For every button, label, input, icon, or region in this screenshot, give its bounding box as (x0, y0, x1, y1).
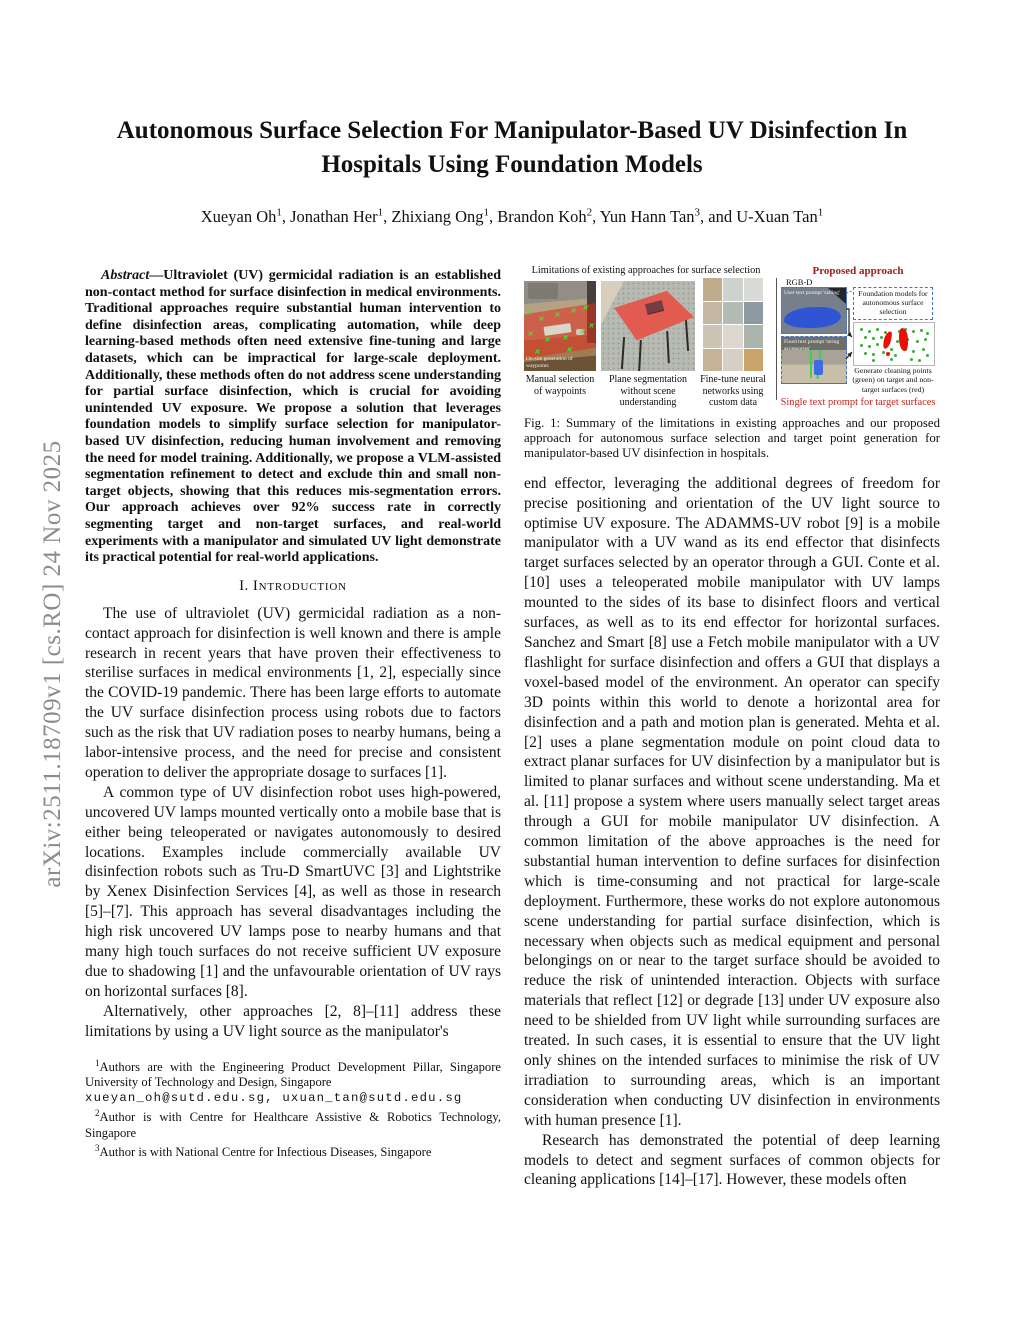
dataset-photo-tile (744, 302, 763, 325)
rgbd-label: RGB-D (786, 277, 813, 287)
output-caption: Generate cleaning points (green) on target and non-target surfaces (red) (852, 366, 934, 394)
dataset-photo-tile (703, 278, 722, 301)
single-prompt-note: Single text prompt for target surfaces (780, 397, 936, 408)
waypoint-x-icon (579, 329, 585, 336)
figure-panel-dataset-grid (703, 278, 763, 371)
footnote-marker: 3 (95, 1143, 100, 1154)
author: , Yun Hann Tan$^3$ (592, 206, 701, 226)
section-number: I. (239, 577, 249, 594)
section-title: Introduction (252, 577, 347, 594)
panel1-overlay-text: On-site generation of waypoints (526, 356, 573, 369)
figure-1 (524, 265, 940, 461)
figure-limitations-header: Limitations of existing approaches for surface selection (531, 265, 761, 276)
footnotes (85, 1056, 501, 1161)
waypoint-x-icon (582, 305, 588, 312)
abstract-text: —Ultraviolet (UV) germicidal radiation is an established non-contact method for surface disinfection in medical environments. Traditional approaches require substantial human intervention to define disinfection areas, complicating automation, while deep learning-based methods often need extensive fine-tuning and large datasets, which can be impractical for large-scale deployment. Additionally, these methods often do not address scene understanding for partial surface disinfection, which is crucial for avoiding unintended UV exposure. We propose a solution that leverages foundation models to simplify surface selection for manipulator-based UV disinfection, reducing human involvement and removing the need for model training. Additionally, we propose a VLM-assisted segmentation refinement to detect and exclude thin and small non-target objects, showing that this reduces mis-segmentation errors. Our approach achieves over 92% success rate in correctly segmenting target and non-target surfaces, and real-world experiments with a manipulator and simulated UV light demonstrate its practical potential for real-world applications. (85, 268, 501, 566)
waypoint-x-icon (570, 308, 576, 315)
waypoint-x-icon (525, 310, 531, 317)
dataset-photo-tile (744, 325, 763, 348)
footnote-1 (85, 1056, 501, 1106)
waypoint-x-icon (554, 312, 560, 319)
foundation-models-box: Foundation models for autonomous surface selection (853, 287, 933, 320)
author: , and U-Xuan Tan$^1$ (700, 206, 824, 226)
waypoint-x-icon (562, 335, 568, 342)
paragraph-continuation: end effector, leveraging the additional degrees of freedom for precise positioning and orientation of the UV light source to optimise UV exposure. The ADAMMS-UV robot [9] is a mobile manipulator with a UV wand as its end effector that disinfects target surfaces selected by an operator through a GUI. Conte et al. [10] uses a teleoperated mobile manipulator with UV lamps mounted to the sides of its base to disinfect floors and vertical surfaces, as well as to its end effector for horizontal surfaces. Sanchez and Smart [8] use a Fetch mobile manipulator with a UV flashlight for surface disinfection and offers a GUI that displays a voxel-based model of the environment. An operator can specify 3D points within this world to denote a horizontal area for disinfection and a path and motion plan is generated. Mehta et al. [2] uses a plane segmentation module on point cloud data to extract planar surfaces for UV disinfection by a manipulator but is limited to planar surfaces and without scene understanding. Ma et al. [11] propose a system where users manually select target areas through a GUI for mobile manipulator UV disinfection. A common limitation of the above approaches is the need for substantial human intervention to define surfaces for disinfection which is time-consuming and not practical for large-scale deployment. Furthermore, these works do not explore autonomous scene understanding for partial surface disinfection, which is necessary when objects such as medical equipment and personal belongings on or near to the target surface should be avoided to reduce the risk of unintended interaction. Objects with surface materials that reflect [12] or degrade [13] under UV exposure also need to be shielded from UV light while surrounding surfaces are treated. In such cases, it is essential to ensure that the UV light only shines on the intended surfaces to minimise the risk of UV irradiation to surrounding areas, which is an important consideration when conducting UV disinfection in environments with human presence [1]. (524, 474, 940, 1129)
dataset-photo-tile (744, 278, 763, 301)
waypoint-x-icon (544, 337, 550, 344)
figure-1-graphics (524, 265, 940, 412)
prompt1-overlay-text: User text prompt 'railing' (784, 290, 840, 296)
panel3-caption: Fine-tune neural networks using custom data (700, 374, 766, 409)
dataset-photo-tile (703, 302, 722, 325)
footnote-marker: 2 (95, 1108, 100, 1119)
author: , Jonathan Her$^1$ (281, 206, 384, 226)
section-heading-introduction (85, 578, 501, 595)
dataset-photo-tile (723, 278, 742, 301)
author: Xueyan Oh$^1$ (200, 206, 282, 226)
figure-proposed-header: Proposed approach (812, 265, 904, 277)
dataset-photo-tile (703, 349, 722, 372)
author: , Zhixiang Ong$^1$ (383, 206, 489, 226)
abstract (85, 268, 501, 567)
waypoint-x-icon (588, 323, 594, 330)
footnote-text: Author is with National Centre for Infectious Diseases, Singapore (99, 1145, 432, 1160)
author-line (85, 206, 939, 227)
figure-panel-plane-segmentation (601, 281, 695, 371)
waypoint-x-icon (566, 347, 572, 354)
figure-panel-manual-selection (524, 281, 596, 371)
dataset-photo-tile (703, 325, 722, 348)
paragraph-intro-2: A common type of UV disinfection robot uses high-powered, uncovered UV lamps mounted vertically onto a mobile base that is either being teleoperated or navigates autonomously to desired locations. Examples include commercially available UV disinfection robots such as Tru-D SmartUVC [3] and Lightstrike by Xenex Disinfection Services [4], as well as those in research [5]–[7]. This approach has several disadvantages including the high risk uncovered UV lamps pose to nearby humans and that many high touch surfaces do not receive sufficient UV exposure due to shadowing [1] and the unfavourable orientation of UV rays on horizontal surfaces [8]. (85, 783, 501, 1000)
paragraph-intro-3: Alternatively, other approaches [2, 8]–[11] address these limitations by using a UV light source as the manipulator's (85, 1002, 501, 1040)
paragraph-intro-1: The use of ultraviolet (UV) germicidal radiation as a non-contact approach for disinfection is well known and there is ample research in recent years that have proven their effectiveness to sterilise surfaces in medical environments [1, 2], especially since the COVID-19 pandemic. There has been large efforts to automate the UV surface disinfection process using robots due to factors such as the risk that UV radiation poses to nearby humans, being a labor-intensive process, and the need for precise and consistent operation to deliver the appropriate dosage to surfaces [1]. (85, 604, 501, 781)
waypoint-x-icon (538, 316, 544, 323)
waypoint-x-icon (534, 349, 540, 356)
footnote-marker: 1 (95, 1057, 100, 1068)
figure-1-caption: Fig. 1: Summary of the limitations in existing approaches and our proposed approach for autonomous surface selection and target point generation for manipulator-based UV disinfection in hospitals. (524, 416, 940, 460)
dataset-photo-tile (723, 302, 742, 325)
arxiv-watermark: arXiv:2511.18709v1 [cs.RO] 24 Nov 2025 (39, 440, 66, 888)
right-column (524, 265, 940, 1190)
paragraph-research: Research has demonstrated the potential of deep learning models to detect and segment surfaces of common objects for cleaning applications [14]–[17]. However, these models often (524, 1131, 940, 1189)
waypoint-x-icon (527, 331, 533, 338)
panel2-caption: Plane segmentation without scene understanding (608, 374, 688, 409)
paper-title: Autonomous Surface Selection For Manipulator-Based UV Disinfection In Hospitals Using Foundation Models (116, 117, 908, 178)
left-column (85, 268, 501, 1161)
footnote-email: xueyan_oh@sutd.edu.sg, uxuan_tan@sutd.edu.sg (85, 1090, 463, 1105)
dataset-photo-tile (744, 349, 763, 372)
footnote-2 (85, 1106, 501, 1141)
footnote-text: Authors are with the Engineering Product Development Pillar, Singapore University of Technology and Design, Singapore (85, 1059, 501, 1090)
footnote-3 (85, 1141, 501, 1161)
panel1-caption: Manual selection of waypoints (525, 374, 595, 397)
dataset-photo-tile (723, 325, 742, 348)
abstract-label: Abstract (101, 268, 150, 283)
dataset-photo-tile (723, 349, 742, 372)
author: , Brandon Koh$^2$ (489, 206, 593, 226)
desk-scene-shape (528, 283, 558, 299)
footnote-text: Author is with Centre for Healthcare Assistive & Robotics Technology, Singapore (85, 1110, 501, 1140)
prompt2-overlay-text: Fixed text prompt 'string accessories' (784, 339, 840, 352)
